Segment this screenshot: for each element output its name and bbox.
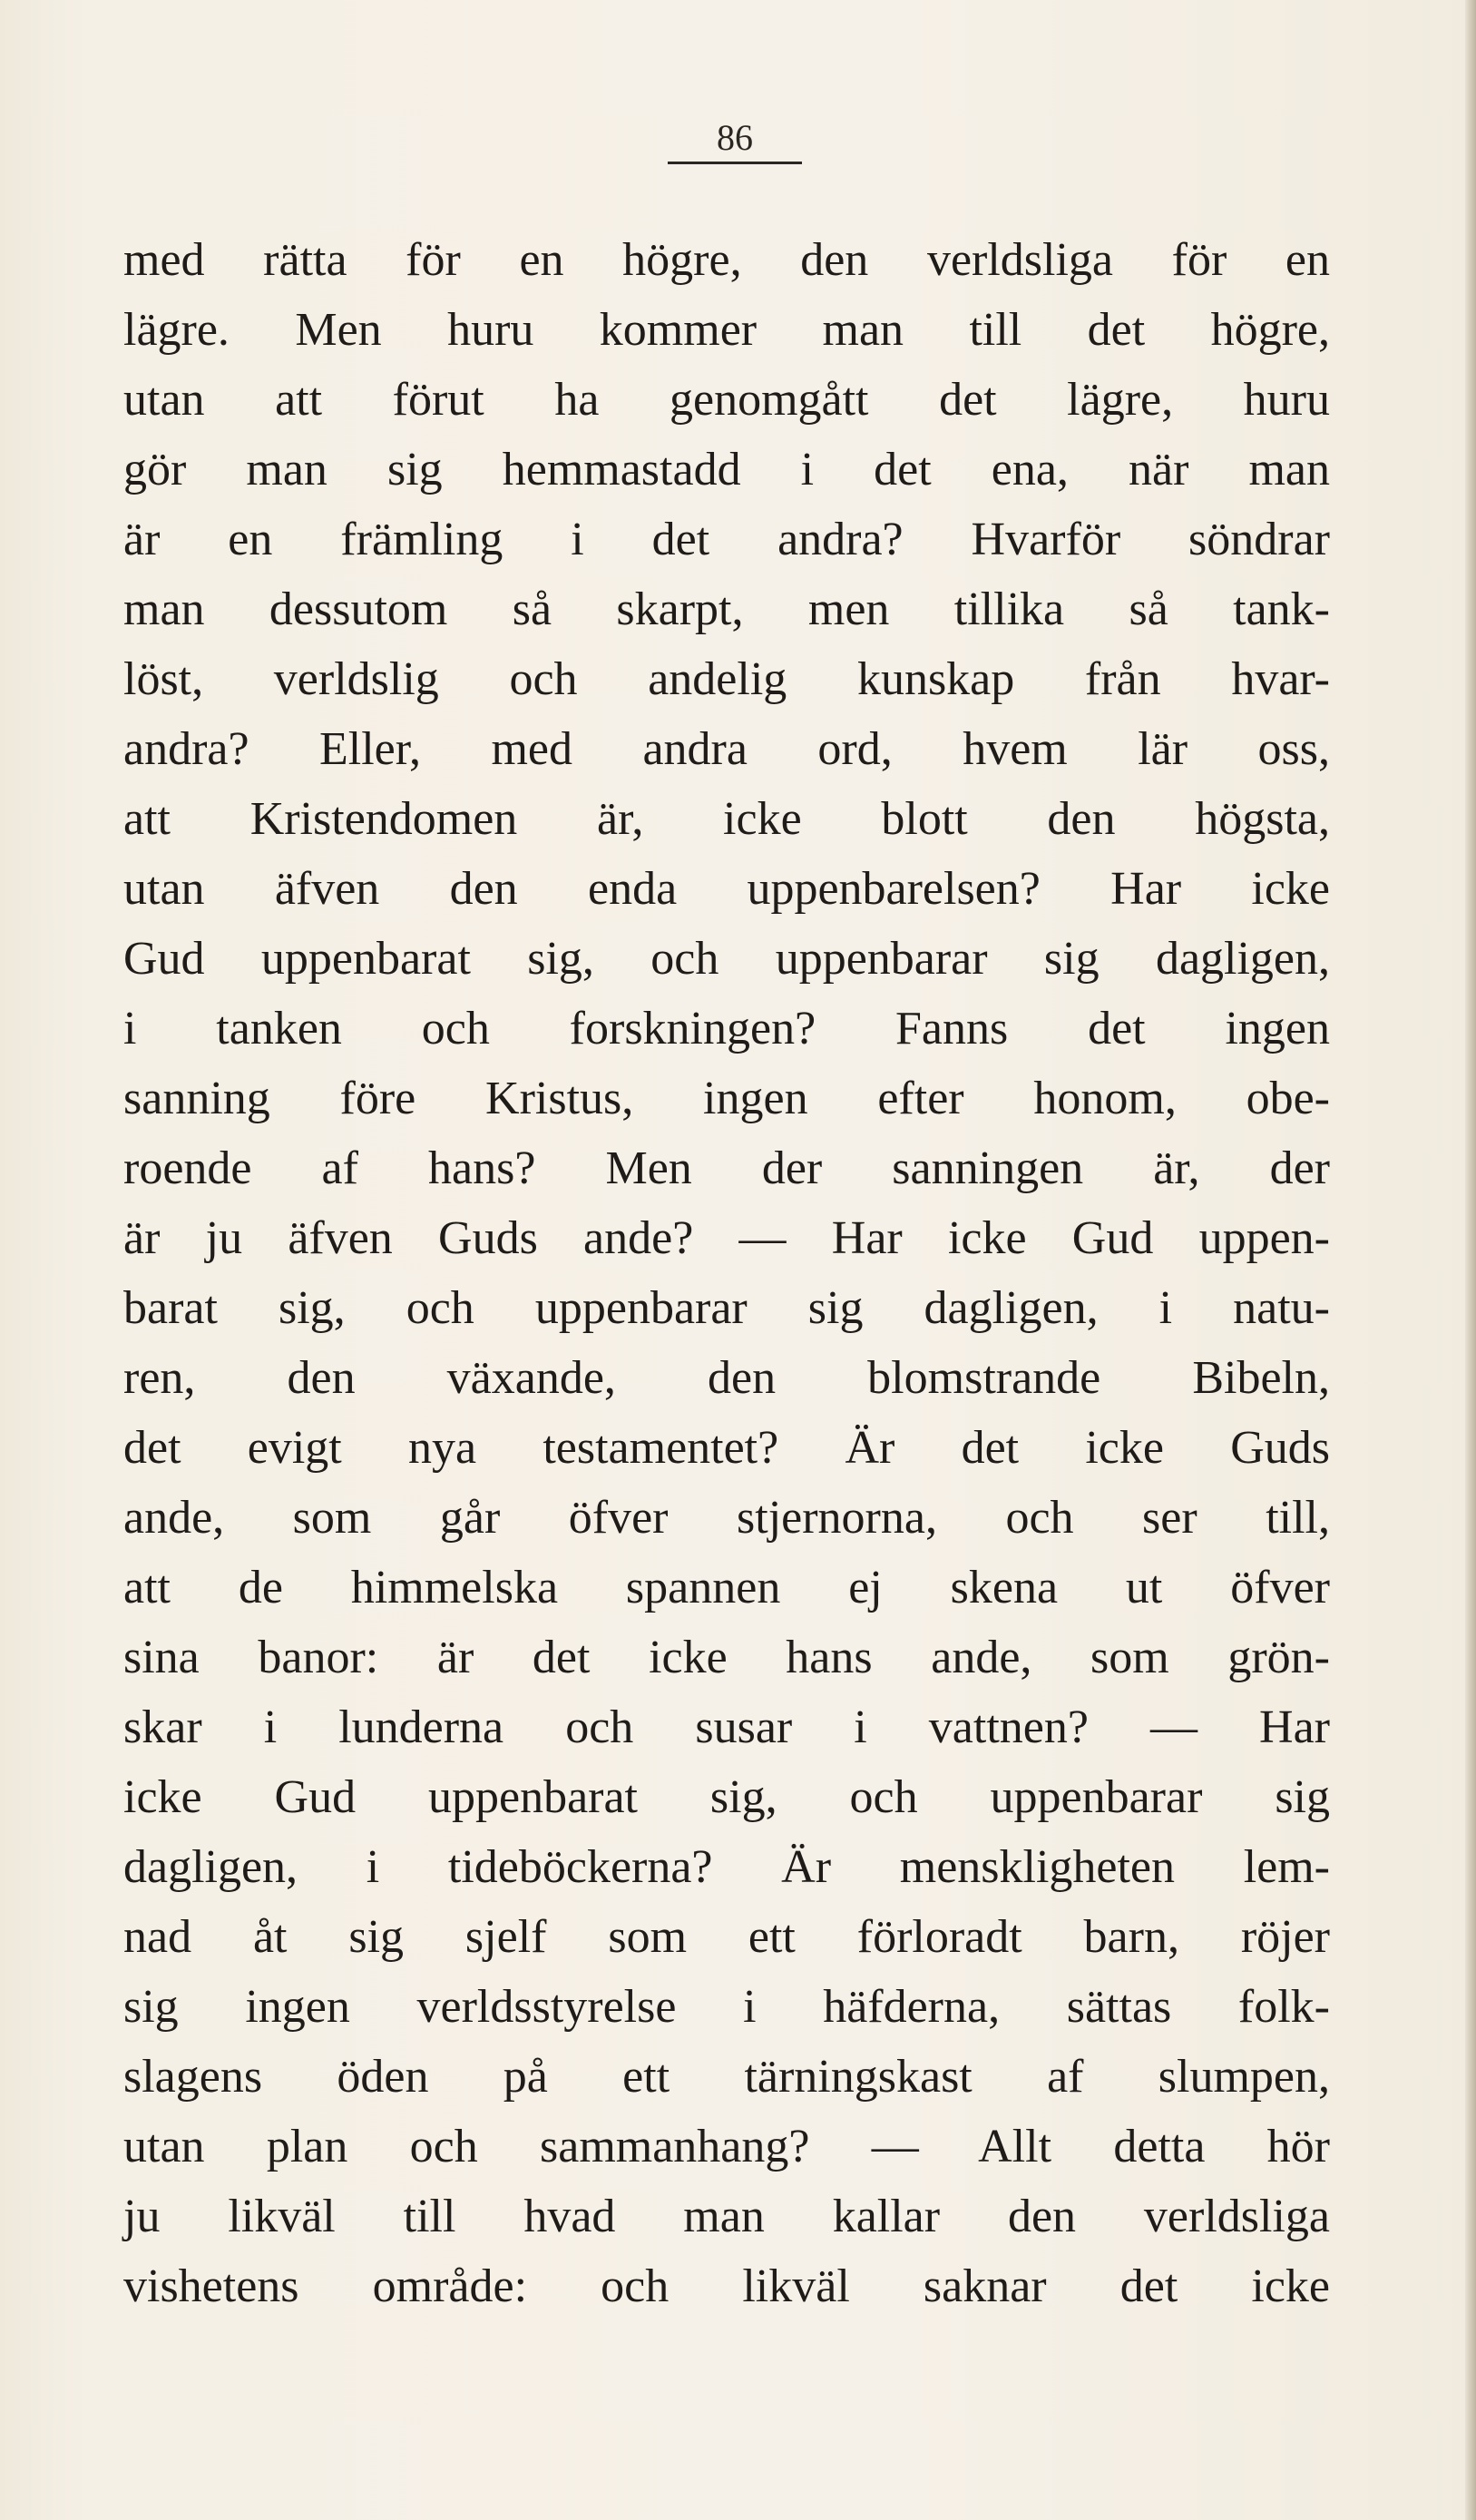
text-line: ju likväl till hvad man kallar den verldsliga — [123, 2191, 1330, 2242]
text-line: skar i lunderna och susar i vattnen? — Har — [123, 1701, 1330, 1753]
text-line: nad åt sig sjelf som ett förloradt barn, röjer — [123, 1911, 1330, 1963]
text-line: Gud uppenbarat sig, och uppenbarar sig dagligen, — [123, 933, 1330, 985]
text-line: det evigt nya testamentet? Är det icke Guds — [123, 1422, 1330, 1474]
text-line: utan äfven den enda uppenbarelsen? Har icke — [123, 863, 1330, 915]
text-line: utan plan och sammanhang? — Allt detta hör — [123, 2121, 1330, 2172]
page-edge-shadow — [1465, 0, 1476, 2520]
header-rule — [668, 162, 802, 164]
page-header — [668, 116, 802, 164]
text-line: sanning före Kristus, ingen efter honom, obe- — [123, 1073, 1330, 1124]
text-line: är en främling i det andra? Hvarför söndrar — [123, 514, 1330, 565]
text-line: vishetens område: och likväl saknar det icke — [123, 2260, 1330, 2312]
page-number: 86 — [717, 117, 753, 158]
text-line: ren, den växande, den blomstrande Bibeln, — [123, 1352, 1330, 1404]
text-line: löst, verldslig och andelig kunskap från hvar- — [123, 653, 1330, 705]
text-line: sina banor: är det icke hans ande, som grön- — [123, 1632, 1330, 1683]
text-line: sig ingen verldsstyrelse i häfderna, sättas folk- — [123, 1981, 1330, 2033]
text-line: att Kristendomen är, icke blott den högsta, — [123, 793, 1330, 845]
text-line: lägre. Men huru kommer man till det högre, — [123, 304, 1330, 356]
text-line: barat sig, och uppenbarar sig dagligen, i natu- — [123, 1282, 1330, 1334]
text-line: icke Gud uppenbarat sig, och uppenbarar sig — [123, 1771, 1330, 1823]
text-line: man dessutom så skarpt, men tillika så tank- — [123, 583, 1330, 635]
text-line: slagens öden på ett tärningskast af slumpen, — [123, 2051, 1330, 2103]
text-line: dagligen, i tideböckerna? Är menskligheten lem- — [123, 1841, 1330, 1893]
text-line: i tanken och forskningen? Fanns det ingen — [123, 1003, 1330, 1054]
text-line: andra? Eller, med andra ord, hvem lär oss, — [123, 723, 1330, 775]
text-line: ande, som går öfver stjernorna, och ser till, — [123, 1492, 1330, 1544]
text-line: utan att förut ha genomgått det lägre, huru — [123, 374, 1330, 426]
body-text — [123, 225, 1330, 2321]
text-line: att de himmelska spannen ej skena ut öfver — [123, 1562, 1330, 1613]
text-line: roende af hans? Men der sanningen är, der — [123, 1142, 1330, 1194]
text-line: gör man sig hemmastadd i det ena, när man — [123, 444, 1330, 495]
text-line: med rätta för en högre, den verldsliga för en — [123, 234, 1330, 286]
text-line: är ju äfven Guds ande? — Har icke Gud uppen- — [123, 1212, 1330, 1264]
